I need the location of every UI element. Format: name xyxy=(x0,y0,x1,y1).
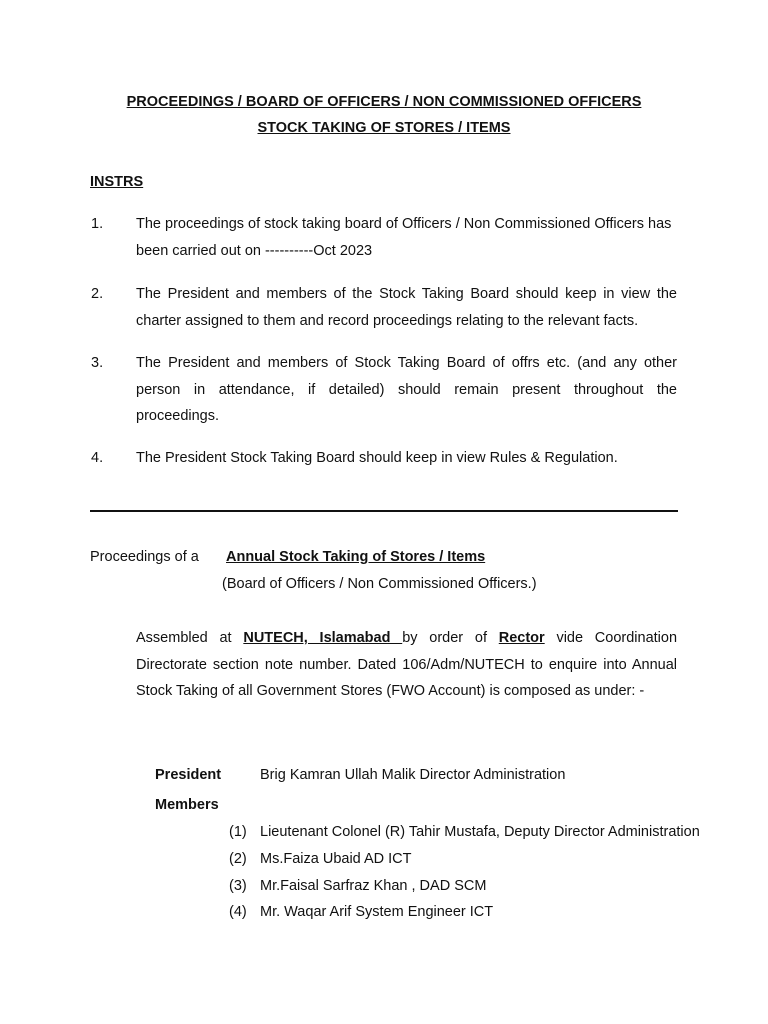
document-subtitle: STOCK TAKING OF STORES / ITEMS xyxy=(257,120,511,136)
proceedings-prefix: Proceedings of a xyxy=(90,549,199,565)
assembly-text: Assembled at xyxy=(136,630,232,646)
president-name: Brig Kamran Ullah Malik Director Administration xyxy=(260,767,566,783)
instruction-text: The proceedings of stock taking board of Officers / Non Commissioned Officers has been carried out on ----------Oct 2023 xyxy=(136,216,672,259)
assembly-text: by order of xyxy=(402,630,487,646)
member-number: (2) xyxy=(229,851,247,867)
assembly-text: vide Coordination Directorate section note number. Dated 106/Adm/NUTECH to enquire into Annual Stock Taking of all Government Stores (FWO Account) is composed as under: - xyxy=(136,630,678,699)
instruction-number: 2. xyxy=(91,286,104,302)
section-divider xyxy=(90,510,678,512)
member-name: Ms.Faiza Ubaid AD ICT xyxy=(260,851,412,867)
document-title: PROCEEDINGS / BOARD OF OFFICERS / NON COMMISSIONED OFFICERS xyxy=(126,94,642,110)
proceedings-subject: Annual Stock Taking of Stores / Items xyxy=(226,549,486,565)
instruction-number: 3. xyxy=(91,355,104,371)
assembly-location: NUTECH, Islamabad xyxy=(243,630,403,646)
instructions-heading: INSTRS xyxy=(90,174,144,190)
president-label: President xyxy=(155,767,222,783)
instruction-number: 1. xyxy=(91,216,104,232)
member-number: (3) xyxy=(229,878,247,894)
instruction-text: The President Stock Taking Board should keep in view Rules & Regulation. xyxy=(136,450,618,466)
assembly-paragraph xyxy=(136,625,677,705)
member-number: (1) xyxy=(229,824,247,840)
member-name: Mr. Waqar Arif System Engineer ICT xyxy=(260,904,494,920)
members-label: Members xyxy=(155,797,219,813)
member-name: Lieutenant Colonel (R) Tahir Mustafa, Deputy Director Administration xyxy=(260,824,700,840)
proceedings-subtitle: (Board of Officers / Non Commissioned Officers.) xyxy=(222,576,537,592)
assembly-authority: Rector xyxy=(498,630,545,646)
instruction-text: The President and members of the Stock Taking Board should keep in view the charter assigned to them and record proceedings relating to the relevant facts. xyxy=(136,286,677,329)
member-number: (4) xyxy=(229,904,247,920)
instruction-text: The President and members of Stock Taking Board of offrs etc. (and any other person in attendance, if detailed) should remain present throughout the proceedings. xyxy=(136,355,677,424)
member-name: Mr.Faisal Sarfraz Khan , DAD SCM xyxy=(260,878,487,894)
instruction-number: 4. xyxy=(91,450,104,466)
